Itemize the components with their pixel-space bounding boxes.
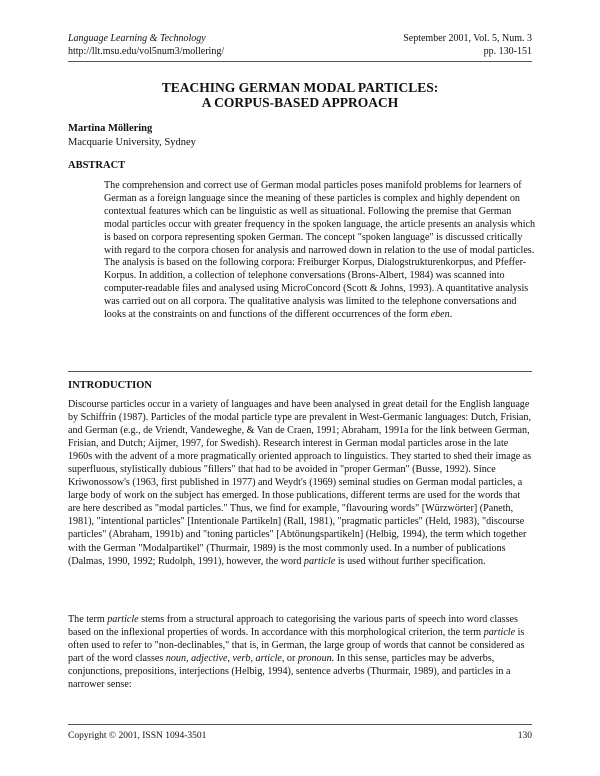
footer-rule (68, 724, 532, 725)
introduction-heading: INTRODUCTION (68, 380, 153, 391)
intro-p1-text-a: Discourse particles occur in a variety of languages and have been analysed in great detail for the English language by Schiffrin (1987). Particles of the modal particle type are prevalent in West-Germanic languages: Dutch, Frisian, and German (e.g., de Vriendt, Vandeweghe, & Van de Craen, 1991; Abraham, 1991a for the link between German, Frisian, and Dutch; Aijmer, 1997, for Swedish). Research interest in German modal particles arose in the late 1960s with the advent of a more pragmatically oriented approach to linguistics. They started to shed their image as superfluous, stylistically dubious "fillers" that had to be avoided in "proper German" (Busse, 1992). Since Kriwonossow's (1963, first published in 1977) and Weydt's (1969) seminal studies on German modal particles, a large body of work on the subject has emerged. In those publications, different terms are used for the words that are here described as "modal particles." Thus, we find for example, "flavouring words" [Würzwörter] (Paneth, 1981), "intentional particles" [Intentionale Partikeln] (Rall, 1981), "pragmatic particles" (Held, 1983), "discourse particles" (Abraham, 1991b) and "toning particles" [Abtönungspartikeln] (Helbig, 1994), the term which together with the German "Modalpartikel" (Thurmair, 1989) is the most commonly used. In a number of publications (Dalmas, 1990, 1992; Rudolph, 1991), however, the word (68, 399, 532, 567)
title-line-1: TEACHING GERMAN MODAL PARTICLES: (161, 80, 439, 95)
intro-paragraph-2 (68, 613, 532, 691)
intro-p1-text-b: is used without further specification. (335, 555, 486, 567)
intro-p2-text-e: In this sense, particles may be adverbs, conjunctions, prepositions, interjections (Helbig, 1994), sentence adverbs (Thurmair, 1989), and particles in a narrower sense: (68, 653, 511, 691)
header-rule (68, 61, 532, 62)
intro-p2-text-a: The term (68, 614, 108, 625)
intro-p2-term-2: particle (483, 627, 516, 639)
abstract-body: The comprehension and correct use of German modal particles poses manifold problems for learners of German as a foreign language since the meaning of these particles is complex and highly dependent on contextual features which can be linguistic as well as situational. Following the premise that German modal particles occur with greater frequency in the spoken language, the article presents an analysis which is based on corpora representing spoken German. The concept "spoken language" is discussed critically with regard to the corpora chosen for analysis and narrowed down in relation to the use of modal particles. The analysis is based on the following corpora: Freiburger Korpus, Dialogstrukturenkorpus, and Pfeffer-Korpus. In addition, a collection of telephone conversations (Brons-Albert, 1984) was scanned into computer-readable files and analysed using MicroConcord (Scott & Johns, 1993). A quantitative analysis was carried out on all corpora. The qualitative analysis was limited to the telephone conversations and looks at the constraints on and functions of the different occurrences of the form (104, 180, 536, 321)
article-url[interactable]: http://llt.msu.edu/vol5num3/mollering/ (68, 46, 225, 57)
title-line-2: A CORPUS-BASED APPROACH (201, 95, 399, 110)
intro-p2-term-1: particle (107, 614, 139, 625)
article-title (68, 80, 532, 110)
intro-p1-term: particle (303, 555, 336, 567)
author-name: Martina Möllering (68, 123, 153, 134)
abstract-form: eben (430, 309, 450, 321)
intro-p2-word-classes: noun, adjective, verb, article, (165, 653, 285, 665)
intro-p2-text-d: or (284, 653, 298, 665)
abstract-heading: ABSTRACT (68, 160, 126, 171)
page-range: pp. 130-151 (483, 46, 532, 57)
author-affiliation: Macquarie University, Sydney (68, 137, 196, 148)
intro-p2-text-c: is often used to refer to "non-declinables," that is, in German, the large group of words that cannot be considered as part of the word classes (68, 627, 525, 665)
issue-info: September 2001, Vol. 5, Num. 3 (403, 33, 532, 44)
copyright-notice: Copyright © 2001, ISSN 1094-3501 (68, 731, 207, 741)
page-number: 130 (517, 731, 532, 741)
section-rule (68, 371, 532, 372)
intro-paragraph-1 (68, 398, 532, 568)
abstract-end: . (449, 309, 453, 321)
intro-p2-pronoun: pronoun. (297, 653, 335, 665)
intro-p2-text-b: stems from a structural approach to categorising the various parts of speech into word classes based on the inflexional properties of words. In accordance with this morphological criterion, the term (68, 614, 518, 639)
journal-name: Language Learning & Technology (68, 33, 206, 44)
abstract-text (104, 180, 536, 322)
